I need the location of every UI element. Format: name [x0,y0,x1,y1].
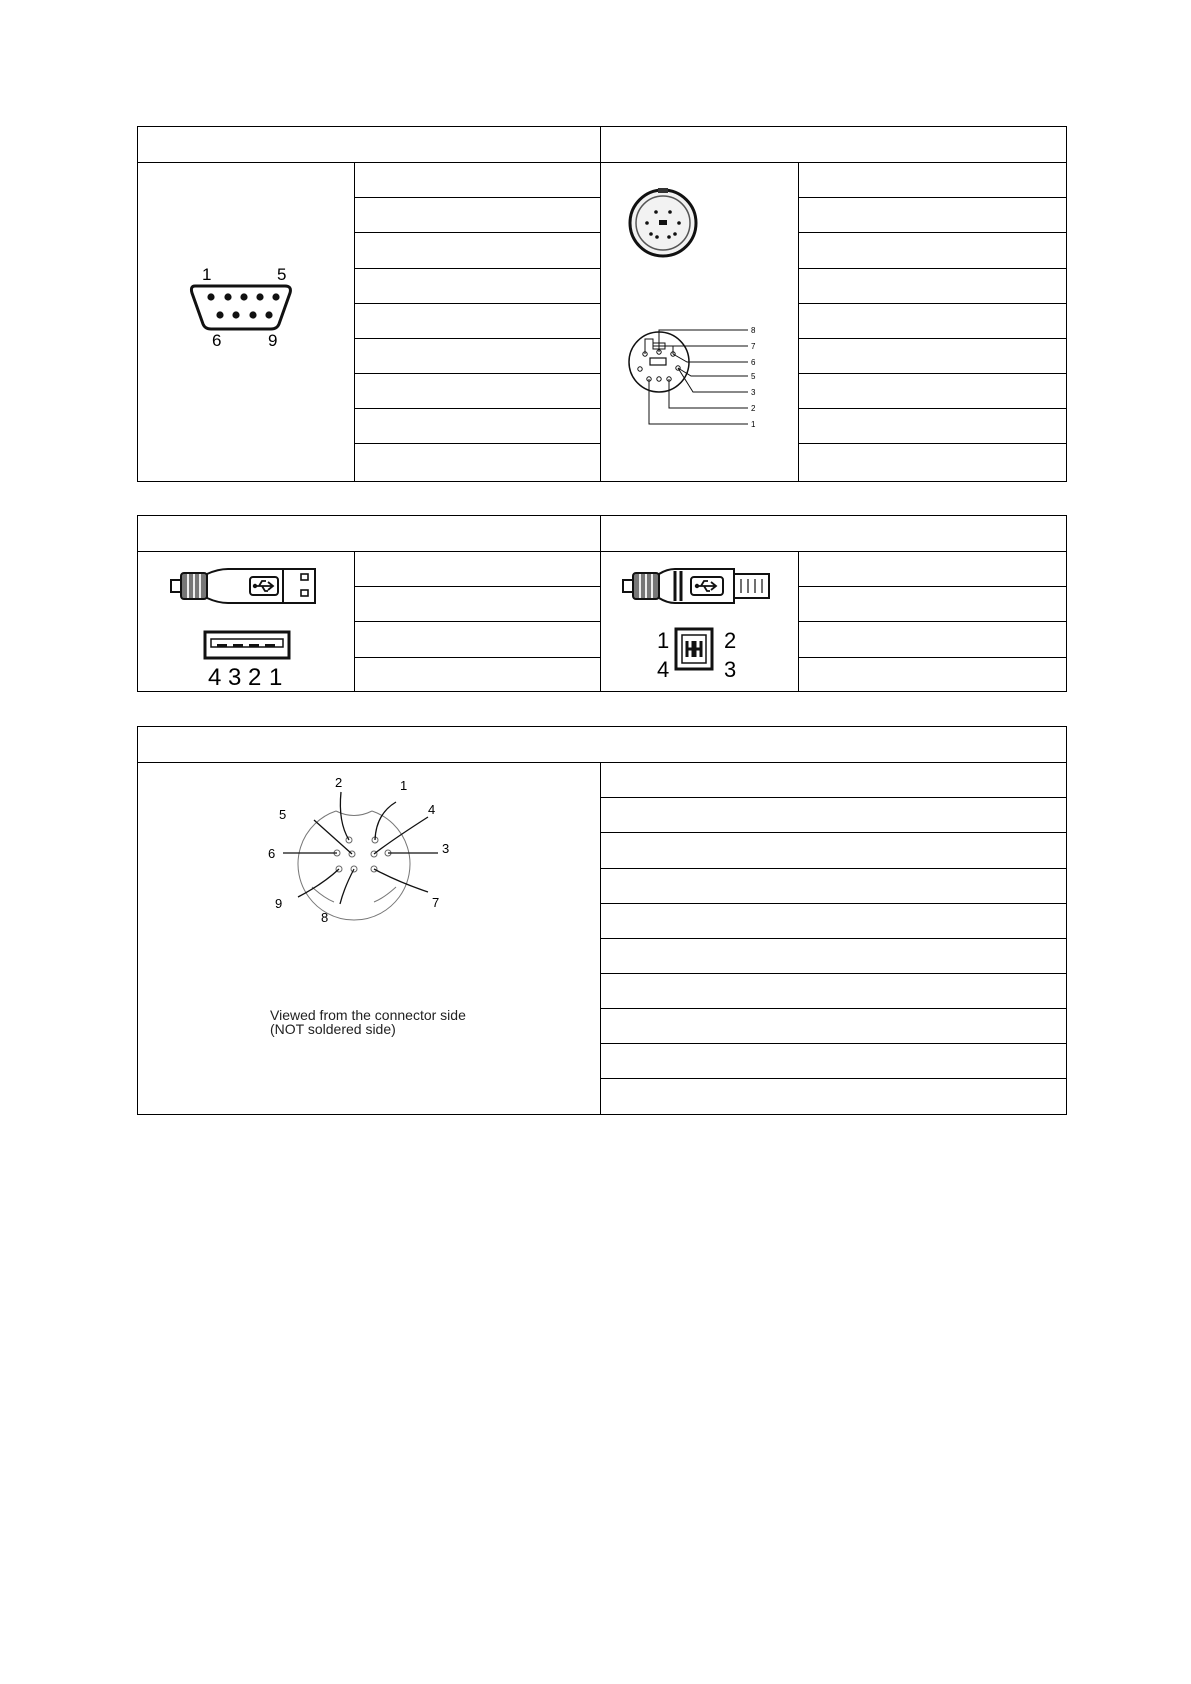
usb-a-pin-label: 3 [228,664,242,691]
mini-din-pin-label: 1 [751,420,756,429]
din9-caption-line-1: Viewed from the connector side [270,1007,466,1023]
mini-din-pin-label: 8 [751,326,756,335]
din9-pin-label: 7 [432,895,440,910]
mini-din-pin-label: 6 [751,358,756,367]
db9-pin-6-label: 6 [212,331,222,350]
din9-pin-label: 6 [268,846,276,861]
din9-pin-label: 9 [275,896,283,911]
pin-table-din9 [137,726,1067,1115]
pin-table-usb [137,515,1067,692]
db9-pin-rows [354,162,600,481]
din9-pin-label: 3 [442,841,450,856]
mini-din-pin-rows [798,162,1066,481]
db9-pin-1-label: 1 [202,265,212,284]
usb-b-pin-3-label: 3 [724,657,737,682]
db9-pin-9-label: 9 [268,331,278,350]
din9-pin-label: 4 [428,802,436,817]
mini-din-connector-icon [601,162,799,482]
din9-pin-rows [600,762,1066,1114]
din9-caption-line-2: (NOT soldered side) [270,1021,396,1037]
usb-a-connector-icon [138,551,354,691]
din9-connector-icon [138,762,600,1112]
mini-din-pin-label: 3 [751,388,756,397]
usb-a-pin-label: 1 [269,664,283,691]
db9-connector-icon [138,162,354,482]
din9-pin-label: 8 [321,910,329,925]
usb-b-pin-rows [798,551,1066,691]
db9-pin-5-label: 5 [277,265,287,284]
usb-a-pin-rows [354,551,600,691]
usb-b-connector-icon [601,551,799,691]
usb-b-pin-2-label: 2 [724,628,737,653]
usb-b-pin-4-label: 4 [657,657,670,682]
din9-pin-label: 5 [279,807,287,822]
mini-din-pin-label: 7 [751,342,756,351]
mini-din-pin-label: 2 [751,404,756,413]
pin-table-serial-and-mini-din [137,126,1067,482]
mini-din-pin-label: 5 [751,372,756,381]
usb-a-pin-label: 2 [248,664,262,691]
usb-a-pin-label: 4 [208,664,222,691]
din9-pin-label: 1 [400,778,408,793]
usb-b-pin-1-label: 1 [657,628,670,653]
din9-pin-label: 2 [335,775,343,790]
